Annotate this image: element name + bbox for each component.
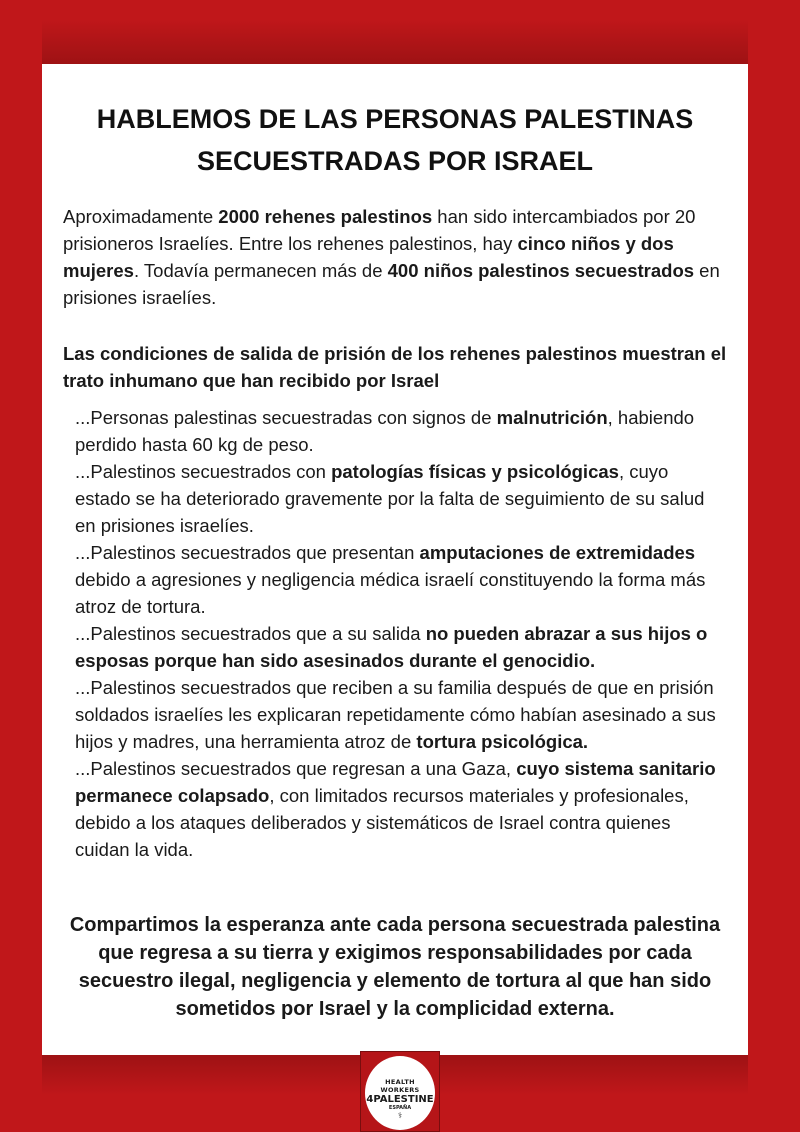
list-item — [75, 458, 725, 539]
content-panel — [42, 64, 748, 1055]
top-shadow — [42, 0, 748, 64]
subheading: Las condiciones de salida de prisión de los rehenes palestinos muestran el trato inhumano que han recibido por Israel — [63, 343, 727, 391]
list-item — [75, 755, 725, 863]
closing-statement: Compartimos la esperanza ante cada persona secuestrada palestina que regresa a su tierra y exigimos responsabilidades por cada secuestro ilegal, negligencia y elemento de tortura al que han sido sometidos por Israel y la complicidad externa. — [69, 914, 721, 1020]
text: , cuyo estado se ha deteriorado gravemente por la falta de seguimiento de su salud en prisiones israelíes. — [75, 461, 705, 536]
conditions-list — [75, 404, 725, 863]
bold-text: cinco niños y dos mujeres — [63, 233, 674, 281]
text: , habiendo perdido hasta 60 kg de peso. — [75, 407, 695, 455]
text: han sido intercambiados por 20 prisioneros Israelíes. Entre los rehenes palestinos, hay — [63, 206, 696, 254]
bold-text: patologías físicas y psicológicas — [331, 461, 619, 482]
text: en prisiones israelíes. — [63, 260, 720, 308]
text: ...Palestinos secuestrados que regresan a una Gaza, — [75, 758, 517, 779]
health-workers-4-palestine-logo — [360, 1051, 440, 1132]
bold-text: 2000 rehenes palestinos — [218, 206, 433, 227]
list-item — [75, 620, 725, 674]
list-item — [75, 404, 725, 458]
text: ...Palestinos secuestrados que presentan — [75, 542, 420, 563]
text: . Todavía permanecen más de — [133, 260, 388, 281]
text: ...Palestinos secuestrados con — [75, 461, 332, 482]
logo-line3: ESPAÑA — [388, 1105, 412, 1111]
text: Aproximadamente — [63, 206, 219, 227]
bold-text: amputaciones de extremidades — [419, 542, 696, 563]
bold-text: 400 niños palestinos secuestrados — [387, 260, 695, 281]
intro-paragraph — [63, 203, 733, 311]
bold-text: tortura psicológica. — [416, 731, 589, 752]
caduceus-icon: ⚕ — [397, 1111, 403, 1120]
bold-text: malnutrición — [496, 407, 608, 428]
bold-text: cuyo sistema sanitario permanece colapsado — [75, 758, 716, 806]
text: ...Palestinos secuestrados que reciben a su familia después de que en prisión soldados israelíes les explicaran repetidamente cómo habían asesinado a sus hijos y madres, una herramienta atroz de — [75, 677, 716, 752]
text: debido a agresiones y negligencia médica israelí constituyendo la forma más atroz de tortura. — [75, 569, 706, 617]
text: ...Palestinos secuestrados que a su salida — [75, 623, 426, 644]
text: ...Personas palestinas secuestradas con signos de — [75, 407, 497, 428]
logo-line1: HEALTH WORKERS — [380, 1078, 420, 1094]
logo-line2: 4PALESTINE — [366, 1094, 434, 1105]
list-item — [75, 539, 725, 620]
text: , con limitados recursos materiales y profesionales, debido a los ataques deliberados y sistemáticos de Israel contra quienes cuidan la vida. — [75, 785, 689, 860]
page-title: HABLEMOS DE LAS PERSONAS PALESTINAS SECUESTRADAS POR ISRAEL — [96, 104, 694, 176]
bold-text: no pueden abrazar a sus hijos o esposas porque han sido asesinados durante el genocidio. — [75, 623, 708, 671]
list-item — [75, 674, 725, 755]
